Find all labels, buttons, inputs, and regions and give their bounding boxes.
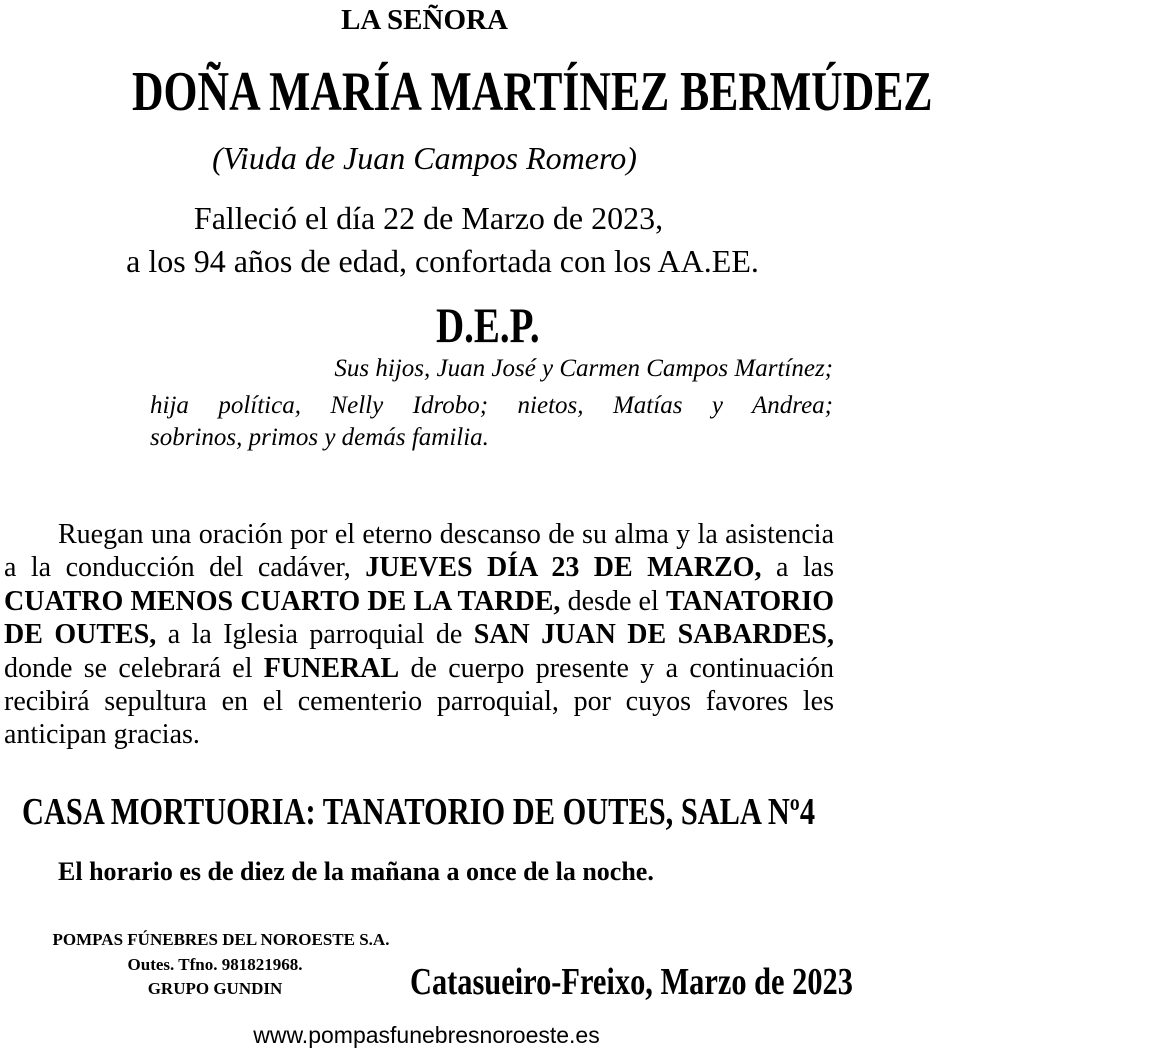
request-bold-time: CUATRO MENOS CUARTO DE LA TARDE, xyxy=(4,585,561,617)
deceased-name: DOÑA MARÍA MARTÍNEZ BERMÚDEZ xyxy=(132,61,933,123)
request-bold-origin: TANATORIO DE OUTES, xyxy=(4,585,834,651)
title-la-senora: LA SEÑORA xyxy=(341,4,508,36)
dep-wrapper xyxy=(436,296,569,354)
family-line-1: Sus hijos, Juan José y Carmen Campos Martínez; xyxy=(334,355,833,382)
company-group: GRUPO GUNDIN xyxy=(147,979,283,998)
request-text-4: a la Iglesia parroquial de xyxy=(156,619,474,651)
place-date-wrapper xyxy=(410,960,964,1004)
dep-label: D.E.P. xyxy=(436,297,540,353)
casa-mortuoria-wrapper xyxy=(22,790,1013,834)
request-bold-date: JUEVES DÍA 23 DE MARZO, xyxy=(365,552,762,584)
family-line-2: hija política, Nelly Idrobo; nietos, Matías y Andrea; xyxy=(150,392,833,419)
casa-mortuoria: CASA MORTUORIA: TANATORIO DE OUTES, SALA Nº4 xyxy=(22,791,816,833)
request-bold-church: SAN JUAN DE SABARDES, xyxy=(473,619,834,651)
place-date: Catasueiro-Freixo, Marzo de 2023 xyxy=(410,961,853,1003)
company-name: POMPAS FÚNEBRES DEL NOROESTE S.A. xyxy=(52,930,390,949)
company-contact: Outes. Tfno. 981821968. xyxy=(127,955,303,974)
request-text-2: a las xyxy=(761,552,835,584)
request-paragraph xyxy=(4,518,834,752)
request-bold-funeral: FUNERAL xyxy=(263,652,400,684)
request-text-1: Ruegan una oración por el eterno descanso de su alma y la asistencia a la conducción del cadáver, xyxy=(4,519,834,584)
visiting-hours: El horario es de diez de la mañana a once de la noche. xyxy=(58,857,654,886)
website-link[interactable]: www.pompasfunebresnoroeste.es xyxy=(253,1022,600,1048)
request-text-3: desde el xyxy=(560,585,666,617)
request-text-6: de cuerpo presente y a continuación recibirá sepultura en el cementerio parroquial, por cuyos favores les anticipan gracias. xyxy=(4,652,834,751)
death-date-line: Falleció el día 22 de Marzo de 2023, xyxy=(193,200,664,236)
age-line: a los 94 años de edad, confortada con los AA.EE. xyxy=(126,243,759,279)
family-line-3: sobrinos, primos y demás familia. xyxy=(150,424,489,451)
widow-line: (Viuda de Juan Campos Romero) xyxy=(212,140,637,176)
deceased-name-wrapper xyxy=(132,60,1158,124)
request-text-5: donde se celebrará el xyxy=(4,652,264,684)
